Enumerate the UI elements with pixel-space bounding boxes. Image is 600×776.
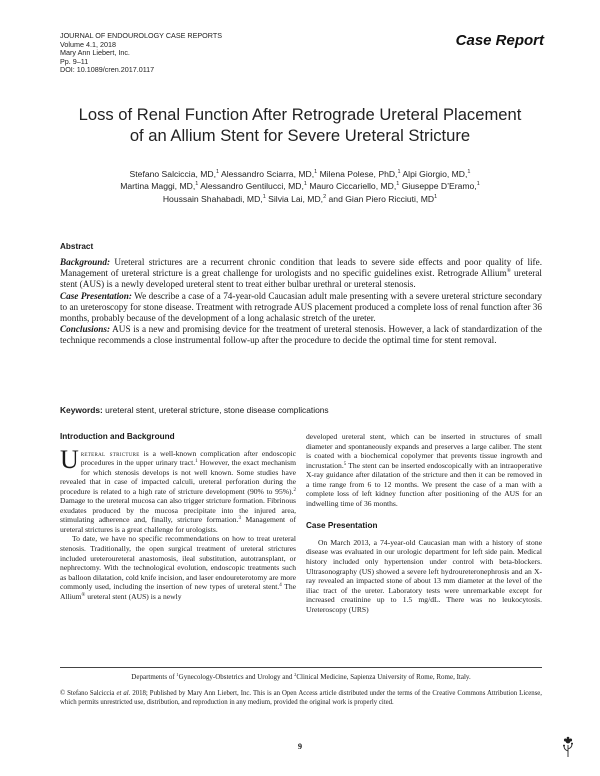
footnote-divider: [60, 667, 542, 668]
keywords-line: Keywords: ureteral stent, ureteral stricture, stone disease complications: [60, 405, 329, 415]
author: Alessandro Sciarra, MD,$^1$: [220, 169, 318, 179]
intro-paragraph-2: To date, we have no specific recommendations on how to treat ureteral stenosis. Traditionally, the open surgical treatment of ureteral strictures included ureteroureteral anastomosis, ileal substitution, autotransplant, or nephrectomy. With the technological evolution, endoscopic treatments such as balloon dilatation, cold knife incision, and laser endoureterotomy are more commonly used, including the insertion of new types of ureteral stent.$^4$ The Allium® ureteral stent (AUS) is a newly: [60, 534, 297, 601]
drop-cap: U: [60, 444, 79, 474]
journal-pages: Pp. 9–11: [60, 56, 89, 66]
article-type-label: Case Report: [455, 32, 544, 49]
abstract-heading: Abstract: [60, 242, 94, 251]
abstract-case-presentation: Case Presentation: We describe a case of a 74-year-old Caucasian adult male presenting with a severe ureteral stricture secondary to an ureteroscopy for stone disease. Treatment with retrograde AUS placement produced a complete loss of renal function after 36 months, probably because of the development of a long achalasic stretch of the ureter.: [60, 290, 543, 324]
journal-metadata: [60, 32, 222, 75]
body-column-left: [60, 432, 296, 601]
author: Houssain Shahabadi, MD,$^1$: [162, 193, 266, 204]
author: Alessandro Gentilucci, MD,$^1$: [200, 181, 307, 192]
page-number: 9: [297, 742, 303, 751]
journal-doi[interactable]: DOI: 10.1089/cren.2017.0117: [60, 65, 155, 75]
author: Milena Polese, PhD,$^1$: [319, 169, 401, 179]
article-title: [40, 104, 560, 146]
author: and Gian Piero Ricciuti, $MD^1$: [328, 193, 438, 204]
section-heading-case-presentation: Case Presentation: [306, 521, 378, 531]
case-paragraph-1: On March 2013, a 74-year-old Caucasian man with a history of stone disease was evaluated in our urologic department for left side pain. Medical history included only hypertension under control with beta-blockers. Ultrasonography (US) showed a severe left hydroureteronephrosis and an X-ray revealed an impacted stone of about 13 mm diameter at the level of the iliac tract of the ureter. Laboratory tests were unremarkable except for increased creatinine up to 1.5 mg/dL. There was no leukocytosis. Ureteroscopy (URS): [306, 537, 542, 614]
author: Giuseppe D’Eramo,$^1$: [401, 181, 480, 192]
affiliations-footnote: Departments of $^1$Gynecology-Obstetrics and Urology and $^2$Clinical Medicine, Sapienza University of Rome, Rome, Italy.: [131, 672, 471, 681]
section-heading-introduction: Introduction and Background: [60, 432, 175, 441]
abstract-conclusions: Conclusions: AUS is a new and promising device for the treatment of ureteral stenosis. However, a lack of standardization of the technique recommends a close instrumental follow-up after the procedure to decide the optimal time for stent removal.: [60, 324, 542, 346]
liebert-flower-icon: [561, 736, 575, 758]
author-list: [60, 168, 540, 205]
author: Silvia Lai, MD,$^2$: [268, 193, 327, 204]
journal-name: JOURNAL OF ENDOUROLOGY CASE REPORTS: [60, 31, 223, 40]
intro-paragraph-3: developed ureteral stent, which can be inserted in structures of small diameter and spontaneously expands and preserves a large caliber. The stent is coated with a biochemical copolymer that prevents tissue ingrowth and incrustation.$^5$ The stent can be inserted endoscopically with an intraoperative X-ray guidance after dilatation of the stricture and then it can be removed in a time range from 6 to 12 months. We present the case of a man with a complete loss of left kidney function after positioning of the AUS for an indwelling time of 36 months.: [306, 432, 542, 508]
author: Mauro Ciccariello, MD,$^1$: [309, 181, 400, 192]
author: Martina Maggi, MD,$^1$: [120, 181, 199, 192]
title-line-1: Loss of Renal Function After Retrograde Ureteral Placement: [78, 105, 522, 124]
author: Alpi Giorgio, MD,$^1$: [402, 169, 471, 179]
author: Stefano Salciccia, MD,$^1$: [129, 169, 220, 179]
copyright-notice: © Stefano Salciccia et al. 2018; Published by Mary Ann Liebert, Inc. This is an Open Access article distributed under the terms of the Creative Commons Attribution License, which permits unrestricted use, distribution, and reproduction in any medium, provided the original work is properly cited.: [60, 690, 543, 706]
journal-publisher: Mary Ann Liebert, Inc.: [60, 48, 130, 58]
journal-volume: Volume 4.1, 2018: [60, 39, 116, 49]
abstract-background: Background: Ureteral strictures are a recurrent chronic condition that leads to severe side effects and poor quality of life. Management of ureteral stricture is a great challenge for urologists and no specific guidelines exist. Retrograde Allium® ureteral stent (AUS) is a newly developed ureteral stent to treat either bulbar urethral or ureteral stenosis.: [60, 257, 542, 290]
intro-paragraph-1: Ureteral stricture is a well-known complication after endoscopic procedures in the upper urinary tract.$^1$ However, the exact mechanism for which stenosis develops is not well known. Some studies have revealed that in case of impacted calculi, ureteral perforation during the procedure is related to a high rate of stricture development (90% to 95%).$^2$ Damage to the ureteral mucosa can also trigger stricture formation. Fibrinous exudates produced by the mucosa precipitate into the injured area, stimulating adherence and, finally, stricture formation.$^3$ Management of ureteral strictures is a great challenge for urologists.: [60, 444, 297, 534]
abstract-block: [60, 242, 542, 347]
body-column-right: [306, 432, 542, 614]
title-line-2: of an Allium Stent for Severe Ureteral Stricture: [129, 126, 471, 145]
